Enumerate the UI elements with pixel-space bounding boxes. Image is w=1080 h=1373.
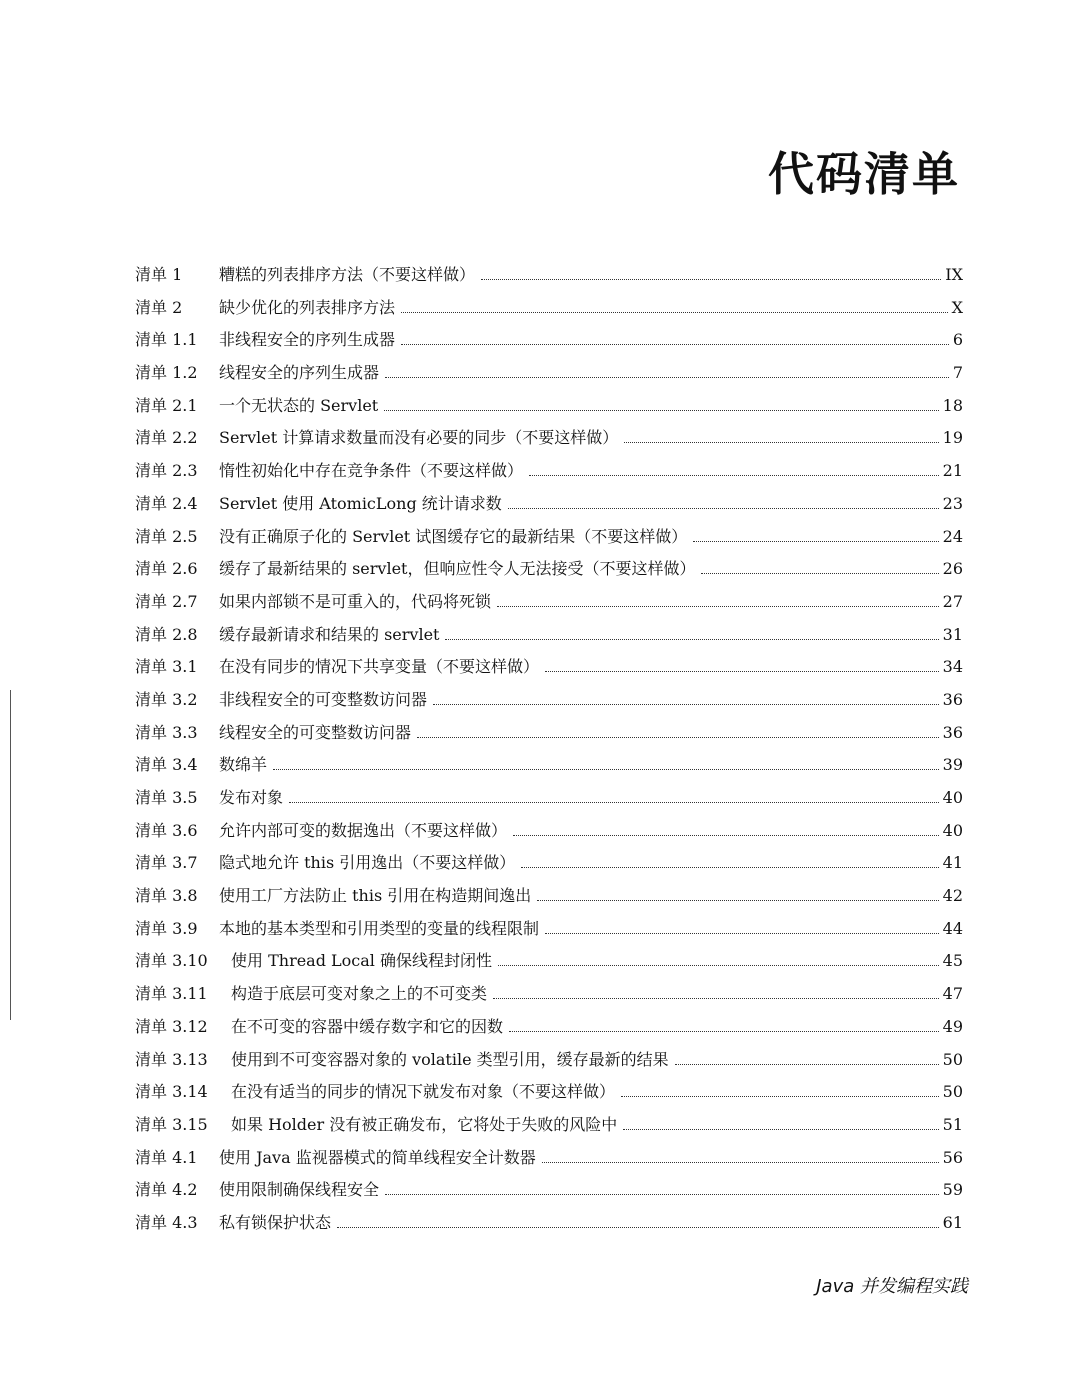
page-number: 21 — [942, 461, 963, 481]
listing-number: 清单 3.11 — [135, 984, 208, 1004]
page-number: 27 — [942, 591, 963, 611]
toc-entry[interactable] — [135, 556, 963, 589]
listing-title: 私有锁保护状态 — [219, 1212, 332, 1232]
dot-leader — [624, 442, 938, 443]
dot-leader — [384, 410, 938, 411]
page-number: 34 — [942, 657, 963, 677]
dot-leader — [273, 769, 939, 770]
dot-leader — [445, 639, 938, 640]
dot-leader — [621, 1096, 939, 1097]
listing-number: 清单 4.2 — [135, 1180, 198, 1200]
page-number: IX — [945, 265, 963, 284]
toc-entry[interactable] — [135, 720, 963, 753]
listing-number: 清单 3.6 — [135, 820, 198, 840]
toc-entry[interactable] — [135, 262, 963, 295]
dot-leader — [497, 606, 939, 607]
listing-title: 缓存了最新结果的 servlet，但响应性令人无法接受（不要这样做） — [219, 559, 696, 579]
toc-entry[interactable] — [135, 295, 963, 328]
listing-number: 清单 3.15 — [135, 1114, 208, 1134]
listing-title: 缓存最新请求和结果的 servlet — [219, 624, 440, 644]
toc-entry[interactable] — [135, 948, 963, 981]
dot-leader — [433, 704, 939, 705]
page-number: 44 — [942, 918, 963, 938]
listing-title: 非线程安全的可变整数访问器 — [219, 689, 428, 709]
listing-number: 清单 3.12 — [135, 1016, 208, 1036]
page-number: 40 — [942, 788, 963, 807]
dot-leader — [521, 867, 938, 868]
listing-number: 清单 4.1 — [135, 1147, 198, 1167]
page-number: 49 — [942, 1016, 963, 1036]
dot-leader — [513, 835, 939, 836]
toc-entry[interactable] — [135, 752, 963, 785]
page-number: 36 — [942, 722, 963, 742]
listing-title: 使用工厂方法防止 this 引用在构造期间逸出 — [219, 886, 532, 906]
page-number: 40 — [942, 820, 963, 840]
listing-title: 在没有同步的情况下共享变量（不要这样做） — [219, 657, 540, 677]
listing-title: 本地的基本类型和引用类型的变量的线程限制 — [219, 918, 540, 938]
page-number: 26 — [942, 559, 963, 579]
toc-entry[interactable] — [135, 687, 963, 720]
listing-title: 糟糕的列表排序方法（不要这样做） — [219, 265, 476, 284]
page-number: 41 — [942, 853, 963, 873]
page-number: 47 — [942, 984, 963, 1004]
listing-title: 缺少优化的列表排序方法 — [219, 297, 396, 317]
dot-leader — [385, 1194, 939, 1195]
page-number: 51 — [942, 1114, 963, 1134]
page-number: 24 — [942, 526, 963, 546]
page-number: 31 — [942, 624, 963, 644]
listing-title: 线程安全的序列生成器 — [219, 363, 380, 383]
listing-number: 清单 3.4 — [135, 755, 198, 775]
dot-leader — [537, 900, 938, 901]
listing-number: 清单 2.1 — [135, 395, 198, 415]
listing-number: 清单 3.3 — [135, 722, 198, 742]
toc-entry[interactable] — [135, 425, 963, 458]
listing-title: 非线程安全的序列生成器 — [219, 330, 396, 350]
listing-title: 如果内部锁不是可重入的，代码将死锁 — [219, 591, 492, 611]
listing-number: 清单 3.9 — [135, 918, 198, 938]
listing-number: 清单 2.4 — [135, 493, 198, 513]
toc-entry[interactable] — [135, 327, 963, 360]
toc-entry[interactable] — [135, 818, 963, 851]
listing-number: 清单 2.7 — [135, 591, 198, 611]
page-number: 56 — [942, 1147, 963, 1167]
toc-entry[interactable] — [135, 654, 963, 687]
page-number: 50 — [942, 1049, 963, 1069]
listing-number: 清单 3.1 — [135, 657, 198, 677]
dot-leader — [289, 802, 939, 803]
toc-entry[interactable] — [135, 981, 963, 1014]
page-title: 代码清单 — [768, 147, 960, 201]
toc-entry[interactable] — [135, 1079, 963, 1112]
toc-entry[interactable] — [135, 1210, 963, 1243]
listing-title: 使用限制确保线程安全 — [219, 1180, 380, 1200]
page-number: 50 — [942, 1082, 963, 1102]
listing-number: 清单 2.3 — [135, 461, 198, 481]
listing-number: 清单 3.10 — [135, 951, 208, 971]
listing-title: 一个无状态的 Servlet — [219, 395, 379, 415]
toc-entry[interactable] — [135, 916, 963, 949]
listing-number: 清单 4.3 — [135, 1212, 198, 1232]
listing-title: 允许内部可变的数据逸出（不要这样做） — [219, 820, 508, 840]
page-number: 61 — [942, 1212, 963, 1232]
page-number: X — [951, 297, 963, 317]
toc-entry[interactable] — [135, 491, 963, 524]
listing-title: 使用 Java 监视器模式的简单线程安全计数器 — [219, 1147, 536, 1167]
listing-number: 清单 3.5 — [135, 788, 198, 807]
dot-leader — [493, 998, 939, 999]
dot-leader — [508, 508, 939, 509]
page-number: 39 — [942, 755, 963, 775]
listing-number: 清单 3.2 — [135, 689, 198, 709]
toc-entry[interactable] — [135, 1177, 963, 1210]
listing-title: Servlet 计算请求数量而没有必要的同步（不要这样做） — [219, 428, 619, 448]
toc-entry[interactable] — [135, 393, 963, 426]
toc-entry[interactable] — [135, 1047, 963, 1080]
listing-title: 惰性初始化中存在竞争条件（不要这样做） — [219, 461, 524, 481]
book-title-footer: Java 并发编程实践 — [816, 1276, 968, 1297]
dot-leader — [337, 1227, 939, 1228]
listing-number: 清单 1.1 — [135, 330, 198, 350]
listing-number: 清单 1.2 — [135, 363, 198, 383]
toc-entry[interactable] — [135, 883, 963, 916]
listing-number: 清单 2 — [135, 297, 183, 317]
dot-leader — [498, 965, 939, 966]
dot-leader — [417, 737, 939, 738]
dot-leader — [693, 541, 938, 542]
page-number: 7 — [952, 363, 963, 383]
dot-leader — [509, 1031, 939, 1032]
listing-title: 使用到不可变容器对象的 volatile 类型引用，缓存最新的结果 — [231, 1049, 669, 1069]
listing-title: 隐式地允许 this 引用逸出（不要这样做） — [219, 853, 516, 873]
dot-leader — [545, 671, 939, 672]
toc-entry[interactable] — [135, 850, 963, 883]
dot-leader — [529, 475, 939, 476]
page-number: 18 — [942, 395, 963, 415]
dot-leader — [401, 344, 949, 345]
code-listing-toc — [135, 262, 963, 1243]
listing-title: 在不可变的容器中缓存数字和它的因数 — [231, 1016, 504, 1036]
dot-leader — [385, 377, 949, 378]
toc-entry[interactable] — [135, 1112, 963, 1145]
listing-title: Servlet 使用 AtomicLong 统计请求数 — [219, 493, 502, 513]
listing-title: 构造于底层可变对象之上的不可变类 — [231, 984, 488, 1004]
listing-number: 清单 2.8 — [135, 624, 198, 644]
listing-title: 使用 Thread Local 确保线程封闭性 — [231, 951, 493, 971]
dot-leader — [675, 1064, 939, 1065]
page-number: 42 — [942, 886, 963, 906]
toc-entry[interactable] — [135, 458, 963, 491]
dot-leader — [545, 933, 939, 934]
listing-number: 清单 3.13 — [135, 1049, 208, 1069]
page-number: 59 — [942, 1180, 963, 1200]
page-number: 6 — [952, 330, 963, 350]
listing-number: 清单 2.6 — [135, 559, 198, 579]
listing-number: 清单 2.2 — [135, 428, 198, 448]
listing-title: 在没有适当的同步的情况下就发布对象（不要这样做） — [231, 1082, 616, 1102]
page-edge-rule — [10, 690, 11, 1020]
toc-entry[interactable] — [135, 1014, 963, 1047]
listing-title: 线程安全的可变整数访问器 — [219, 722, 412, 742]
toc-entry[interactable] — [135, 524, 963, 557]
listing-number: 清单 3.8 — [135, 886, 198, 906]
toc-entry[interactable] — [135, 589, 963, 622]
listing-title: 发布对象 — [219, 788, 284, 807]
dot-leader — [401, 312, 948, 313]
listing-title: 如果 Holder 没有被正确发布，它将处于失败的风险中 — [231, 1114, 618, 1134]
toc-entry[interactable] — [135, 1145, 963, 1178]
page-number: 36 — [942, 689, 963, 709]
toc-entry[interactable] — [135, 785, 963, 818]
listing-number: 清单 2.5 — [135, 526, 198, 546]
listing-number: 清单 3.7 — [135, 853, 198, 873]
toc-entry[interactable] — [135, 360, 963, 393]
dot-leader — [542, 1162, 939, 1163]
dot-leader — [623, 1129, 938, 1130]
listing-title: 没有正确原子化的 Servlet 试图缓存它的最新结果（不要这样做） — [219, 526, 688, 546]
listing-number: 清单 3.14 — [135, 1082, 208, 1102]
toc-entry[interactable] — [135, 622, 963, 655]
page-number: 19 — [942, 428, 963, 448]
dot-leader — [481, 279, 941, 280]
dot-leader — [701, 573, 938, 574]
page-number: 45 — [942, 951, 963, 971]
listing-title: 数绵羊 — [219, 755, 268, 775]
listing-number: 清单 1 — [135, 265, 183, 284]
page-number: 23 — [942, 493, 963, 513]
